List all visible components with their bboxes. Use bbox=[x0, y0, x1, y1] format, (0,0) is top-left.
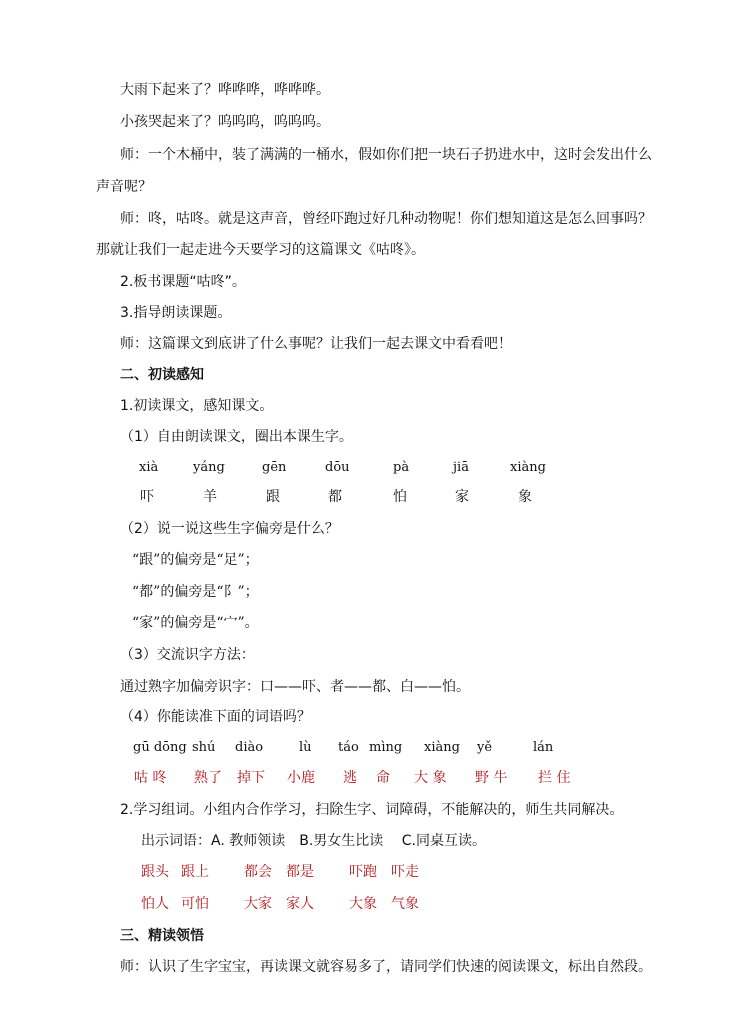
text-line: （1）自由朗读课文，圈出本课生字。 bbox=[120, 429, 353, 445]
text-line: 2.板书课题“咕咚”。 bbox=[120, 274, 246, 290]
text-line: “跟”的偏旁是“足”； bbox=[132, 552, 259, 568]
pinyin: táo bbox=[338, 740, 359, 755]
pinyin: yáng bbox=[193, 460, 225, 475]
pinyin: lán bbox=[533, 740, 554, 755]
text-line: 师：咚，咕咚。就是这声音，曾经吓跑过好几种动物呢！你们想知道这是怎么回事吗？ bbox=[120, 211, 652, 227]
word: 咕 咚 bbox=[134, 770, 167, 786]
text-line: 声音呢？ bbox=[96, 179, 152, 195]
word: 跟头 bbox=[141, 864, 169, 880]
pinyin: lù bbox=[299, 740, 312, 755]
text-line: 大雨下起来了？哗哗哗，哗哗哗。 bbox=[120, 82, 330, 98]
pinyin: pà bbox=[393, 460, 410, 475]
text-line: （2）说一说这些生字偏旁是什么？ bbox=[120, 521, 339, 537]
text-line: 2.学习组词。小组内合作学习，扫除生字、词障碍，不能解决的，师生共同解决。 bbox=[120, 802, 624, 818]
word: 吓跑 bbox=[349, 864, 377, 880]
text-line: 通过熟字加偏旁识字：口——吓、者——都、白——怕。 bbox=[120, 679, 470, 695]
word: 熟了 bbox=[194, 770, 222, 786]
text-line: 小孩哭起来了？呜呜呜，呜呜呜。 bbox=[120, 114, 330, 130]
word: 怕人 bbox=[141, 896, 169, 912]
word: 逃 bbox=[343, 770, 357, 786]
word: 小鹿 bbox=[287, 770, 315, 786]
word: 都是 bbox=[286, 864, 314, 880]
pinyin: diào bbox=[235, 740, 264, 755]
pinyin: xià bbox=[139, 460, 159, 475]
word: 大 象 bbox=[414, 770, 447, 786]
hanzi: 怕 bbox=[393, 489, 407, 505]
pinyin: yě bbox=[477, 740, 493, 755]
hanzi: 吓 bbox=[140, 489, 154, 505]
word: 野 牛 bbox=[475, 770, 508, 786]
text-line: 师：这篇课文到底讲了什么事呢？让我们一起去课文中看看吧！ bbox=[120, 336, 512, 352]
word: 吓走 bbox=[391, 864, 419, 880]
pinyin: shú bbox=[192, 740, 216, 755]
pinyin: xiàng bbox=[424, 740, 460, 755]
text-line: 师：一个木桶中，装了满满的一桶水，假如你们把一块石子扔进水中，这时会发出什么 bbox=[120, 147, 652, 163]
pinyin: gū dōng bbox=[133, 740, 187, 755]
text-line: “家”的偏旁是“宀”。 bbox=[132, 615, 259, 631]
pinyin: xiàng bbox=[510, 460, 546, 475]
pinyin: gēn bbox=[262, 460, 287, 475]
word: 拦 住 bbox=[538, 770, 571, 786]
section-heading: 三、精读领悟 bbox=[120, 928, 204, 944]
text-line: 那就让我们一起走进今天要学习的这篇课文《咕咚》。 bbox=[96, 242, 425, 258]
hanzi: 跟 bbox=[266, 489, 280, 505]
pinyin: jiā bbox=[453, 460, 469, 475]
pinyin: dōu bbox=[325, 460, 350, 475]
word: 都会 bbox=[244, 864, 272, 880]
text-line: 3.指导朗读课题。 bbox=[120, 305, 232, 321]
word: 掉下 bbox=[237, 770, 265, 786]
text-line: 1.初读课文，感知课文。 bbox=[120, 398, 274, 414]
hanzi: 象 bbox=[518, 489, 532, 505]
word: 家人 bbox=[286, 896, 314, 912]
word: 跟上 bbox=[181, 864, 209, 880]
word: 大象 bbox=[349, 896, 377, 912]
text-line: （4）你能读准下面的词语吗？ bbox=[120, 709, 311, 725]
section-heading: 二、初读感知 bbox=[120, 367, 204, 383]
word: 可怕 bbox=[181, 896, 209, 912]
word: 大家 bbox=[244, 896, 272, 912]
hanzi: 家 bbox=[455, 489, 469, 505]
text-line: 师：认识了生字宝宝，再读课文就容易多了，请同学们快速的阅读课文，标出自然段。 bbox=[120, 959, 652, 975]
text-line: “都”的偏旁是“阝”； bbox=[132, 584, 259, 600]
word: 命 bbox=[376, 770, 390, 786]
text-line: （3）交流识字方法： bbox=[120, 647, 255, 663]
hanzi: 都 bbox=[328, 489, 342, 505]
word: 气象 bbox=[391, 896, 419, 912]
hanzi: 羊 bbox=[203, 489, 217, 505]
pinyin: mìng bbox=[369, 740, 403, 755]
text-line: 出示词语：A. 教师领读 B.男女生比读 C.同桌互读。 bbox=[141, 833, 486, 849]
